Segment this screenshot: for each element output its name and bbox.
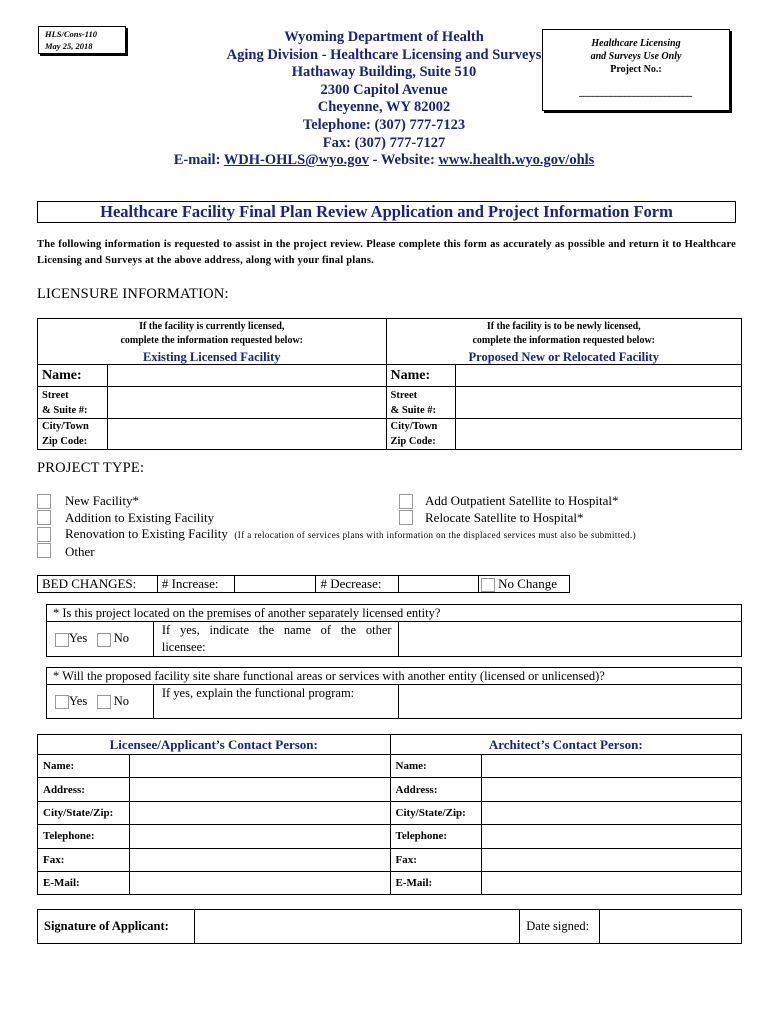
- agency-building: Hathaway Building, Suite 510: [291, 64, 477, 81]
- project-number-field[interactable]: _________________________: [579, 87, 693, 98]
- agency-contact-line: [140, 152, 628, 170]
- architect-contact-heading: Architect’s Contact Person:: [390, 735, 741, 755]
- proposed-facility-header: [386, 319, 742, 365]
- licensee-telephone-label: Telephone:: [38, 825, 130, 848]
- city-label-line2: Zip Code:: [42, 436, 88, 447]
- question1-text: * Is this project located on the premises of another separately licensed entity?: [47, 605, 742, 622]
- project-type-other: Other: [65, 543, 95, 559]
- proposed-city-field[interactable]: [456, 419, 742, 450]
- question2-answer-field[interactable]: [398, 685, 741, 719]
- architect-telephone-field[interactable]: [482, 825, 742, 848]
- street-label-line1: Street: [42, 389, 69, 401]
- proposed-name-label: Name:: [386, 365, 456, 387]
- licensee-fax-field[interactable]: [129, 848, 390, 871]
- question2-options: [47, 685, 154, 719]
- licensure-heading: LICENSURE INFORMATION:: [37, 286, 229, 302]
- signature-label: Signature of Applicant:: [38, 910, 195, 944]
- date-signed-field[interactable]: [600, 910, 742, 944]
- bed-changes-table: [37, 575, 570, 593]
- checkbox-relocate-satellite[interactable]: [399, 510, 413, 525]
- project-type-renovation-row: [65, 526, 725, 544]
- no-change-cell: [479, 576, 570, 593]
- proposed-street-field[interactable]: [456, 387, 742, 419]
- bed-changes-label: BED CHANGES:: [38, 576, 158, 593]
- agency-division: Aging Division - Healthcare Licensing and Surveys: [226, 46, 542, 63]
- question1-table: [46, 604, 742, 657]
- bed-decrease-field[interactable]: [399, 576, 479, 593]
- email-link[interactable]: WDH-OHLS@wyo.gov: [223, 152, 369, 169]
- existing-street-label: [38, 387, 108, 419]
- architect-city-field[interactable]: [482, 801, 742, 824]
- relocation-note: (If a relocation of services plans with information on the displaced services must also be submitted.): [234, 530, 637, 540]
- agency-telephone: Telephone: (307) 777-7123: [302, 116, 466, 133]
- licensure-table: [37, 318, 742, 450]
- agency-street: 2300 Capitol Avenue: [320, 81, 448, 98]
- office-use-line1: Healthcare Licensing: [591, 38, 681, 49]
- question1-yes-label: Yes: [69, 631, 88, 646]
- project-type-renovation: Renovation to Existing Facility: [65, 526, 228, 541]
- proposed-note1: If the facility is to be newly licensed,: [486, 320, 641, 332]
- existing-name-field[interactable]: [107, 365, 386, 387]
- existing-note1: If the facility is currently licensed,: [139, 320, 285, 332]
- checkbox-addition[interactable]: [37, 510, 51, 525]
- street-label-line2: & Suite #:: [42, 404, 88, 416]
- project-type-heading: PROJECT TYPE:: [37, 460, 145, 476]
- question2-no-label: No: [113, 693, 129, 708]
- office-use-line2: and Surveys Use Only: [590, 51, 682, 62]
- checkbox-new-facility[interactable]: [37, 494, 51, 509]
- question1-followup: If yes, indicate the name of the other licensee:: [153, 622, 398, 657]
- architect-address-label: Address:: [390, 778, 482, 801]
- intro-text: The following information is requested to assist in the project review. Please complete this form as accurately as possible and return it to Healthcare Licensing and Surveys at the above address, along with your final plans.: [37, 239, 736, 266]
- form-id-box: [38, 26, 126, 54]
- city-label-line1: City/Town: [390, 421, 438, 432]
- signature-field[interactable]: [194, 910, 519, 944]
- licensee-fax-label: Fax:: [38, 848, 130, 871]
- question1-no-label: No: [113, 631, 129, 646]
- website-label: Website:: [380, 152, 439, 169]
- form-id: HLS/Cons-110: [45, 29, 97, 39]
- existing-name-label: Name:: [38, 365, 108, 387]
- bed-decrease-label: # Decrease:: [316, 576, 399, 593]
- project-type-new-facility: New Facility*: [65, 493, 140, 508]
- proposed-facility-title: Proposed New or Relocated Facility: [468, 349, 659, 364]
- email-label: E-mail:: [173, 152, 224, 169]
- licensee-city-label: City/State/Zip:: [38, 801, 130, 824]
- existing-street-field[interactable]: [107, 387, 386, 419]
- city-label-line1: City/Town: [42, 421, 89, 432]
- architect-name-label: Name:: [390, 755, 482, 778]
- project-type-relocate-satellite: Relocate Satellite to Hospital*: [425, 509, 584, 525]
- question1-yes-checkbox[interactable]: [55, 633, 69, 647]
- no-change-label: No Change: [498, 576, 557, 591]
- agency-fax: Fax: (307) 777-7127: [322, 134, 446, 151]
- licensee-address-field[interactable]: [129, 778, 390, 801]
- proposed-street-label: [386, 387, 456, 419]
- existing-facility-header: [38, 319, 387, 365]
- checkbox-no-change[interactable]: [481, 578, 495, 592]
- city-label-line2: Zip Code:: [390, 436, 436, 447]
- project-type-add-outpatient-satellite: Add Outpatient Satellite to Hospital*: [425, 493, 619, 508]
- contacts-table: [37, 734, 742, 895]
- form-title: Healthcare Facility Final Plan Review Application and Project Information Form: [37, 201, 736, 223]
- project-type-right-labels: [425, 493, 735, 526]
- licensee-name-label: Name:: [38, 755, 130, 778]
- checkbox-renovation[interactable]: [37, 527, 51, 542]
- project-number-label: Project No.:: [610, 64, 662, 75]
- date-signed-label: Date signed:: [520, 910, 600, 944]
- project-type-right-checkboxes: [399, 493, 421, 526]
- licensee-email-label: E-Mail:: [38, 871, 130, 894]
- question1-answer-field[interactable]: [398, 622, 741, 657]
- street-label-line1: Street: [390, 389, 418, 401]
- bed-increase-field[interactable]: [234, 576, 316, 593]
- signature-table: [37, 909, 742, 944]
- proposed-note2: complete the information requested below:: [472, 334, 656, 346]
- architect-fax-label: Fax:: [390, 848, 482, 871]
- licensee-telephone-field[interactable]: [129, 825, 390, 848]
- architect-email-field[interactable]: [482, 871, 742, 894]
- existing-note2: complete the information requested below:: [120, 334, 304, 346]
- licensee-contact-heading: Licensee/Applicant’s Contact Person:: [38, 735, 391, 755]
- licensee-city-field[interactable]: [129, 801, 390, 824]
- contact-separator: -: [368, 152, 381, 169]
- checkbox-add-outpatient-satellite[interactable]: [399, 494, 413, 509]
- question2-no-checkbox[interactable]: [97, 695, 111, 709]
- question2-yes-checkbox[interactable]: [55, 695, 69, 709]
- question1-options: [47, 622, 154, 657]
- form-date: May 25, 2018: [45, 41, 93, 51]
- project-type-left-checkboxes: [37, 493, 63, 559]
- question2-text: * Will the proposed facility site share functional areas or services with another entity (licensed or unlicensed)?: [47, 668, 742, 685]
- architect-city-label: City/State/Zip:: [390, 801, 482, 824]
- project-type-addition: Addition to Existing Facility: [65, 509, 215, 525]
- website-link[interactable]: www.health.wyo.gov/ohls: [438, 152, 595, 169]
- licensee-email-field[interactable]: [129, 871, 390, 894]
- architect-fax-field[interactable]: [482, 848, 742, 871]
- bed-increase-label: # Increase:: [157, 576, 234, 593]
- licensee-name-field[interactable]: [129, 755, 390, 778]
- checkbox-other[interactable]: [37, 543, 51, 558]
- question1-no-checkbox[interactable]: [97, 633, 111, 647]
- office-use-box: [542, 29, 730, 111]
- agency-name: Wyoming Department of Health: [284, 29, 484, 45]
- proposed-city-label: [386, 419, 456, 450]
- architect-name-field[interactable]: [482, 755, 742, 778]
- existing-city-label: [38, 419, 108, 450]
- architect-email-label: E-Mail:: [390, 871, 482, 894]
- street-label-line2: & Suite #:: [390, 404, 436, 416]
- agency-city: Cheyenne, WY 82002: [317, 99, 451, 116]
- architect-address-field[interactable]: [482, 778, 742, 801]
- question2-table: [46, 667, 742, 719]
- licensee-address-label: Address:: [38, 778, 130, 801]
- architect-telephone-label: Telephone:: [390, 825, 482, 848]
- existing-facility-title: Existing Licensed Facility: [143, 349, 281, 364]
- question2-yes-label: Yes: [69, 693, 88, 708]
- question2-followup: If yes, explain the functional program:: [153, 685, 398, 719]
- existing-city-field[interactable]: [107, 419, 386, 450]
- proposed-name-field[interactable]: [456, 365, 742, 387]
